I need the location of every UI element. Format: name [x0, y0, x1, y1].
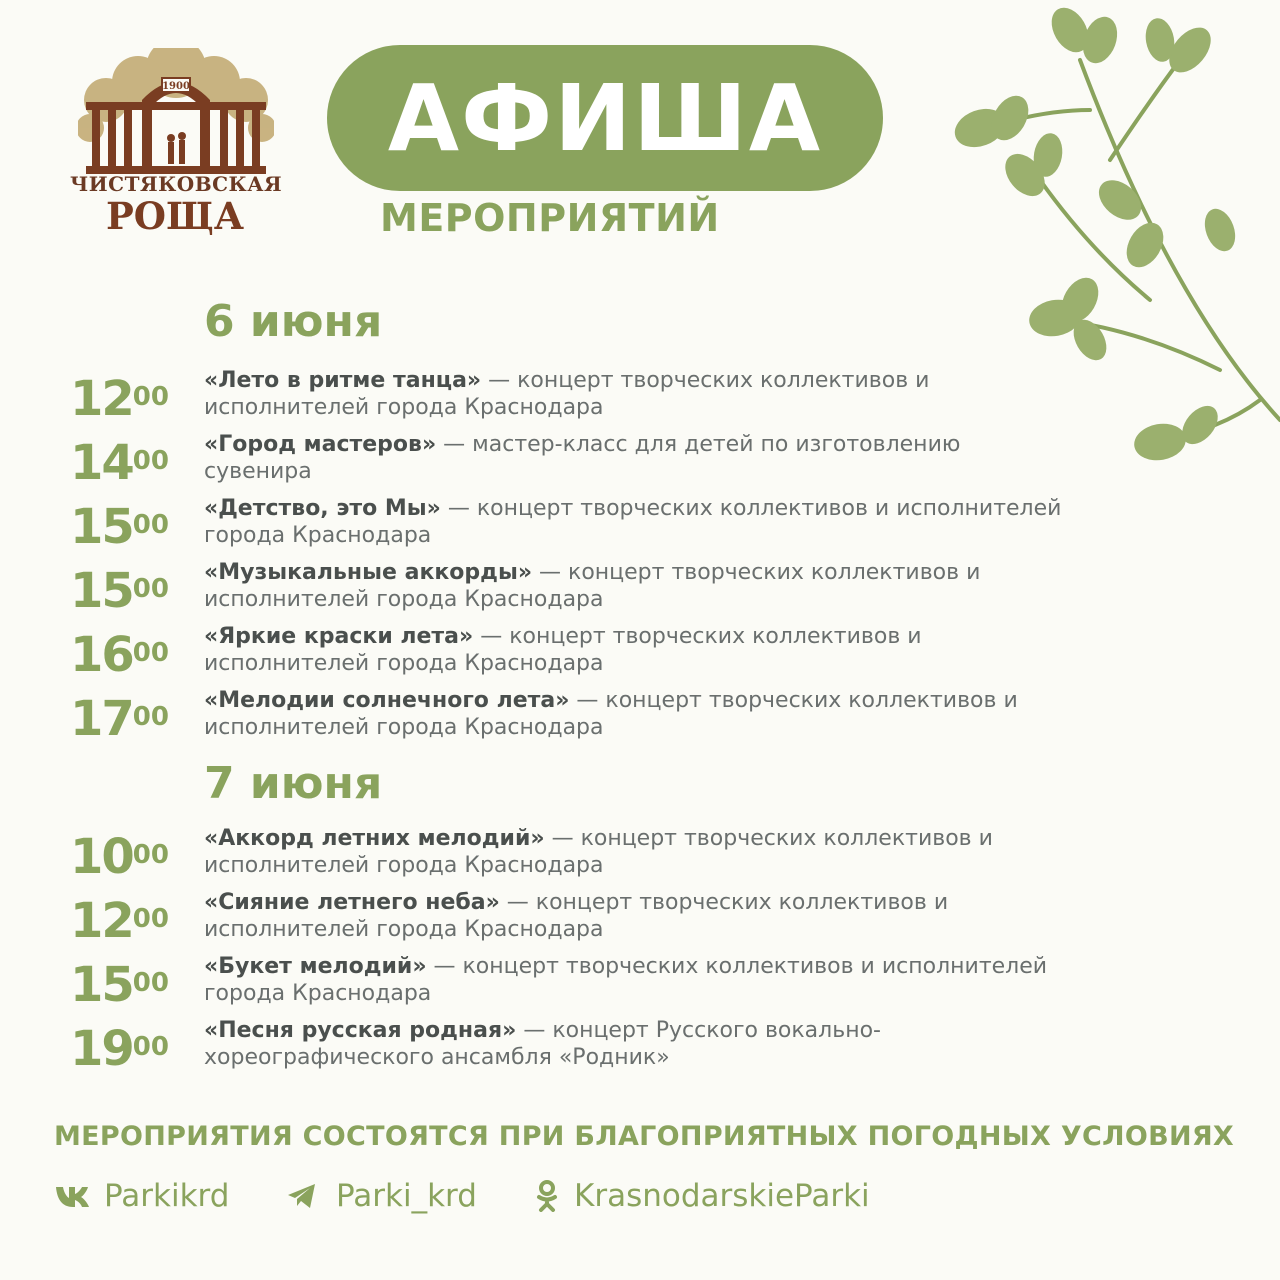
day-heading: 7 июня [204, 758, 383, 809]
event-time: $16^{00}$ [70, 627, 169, 683]
event-item [70, 560, 1130, 627]
event-title: «Букет мелодий» [204, 954, 427, 979]
social-link-telegram[interactable] [286, 1176, 477, 1216]
event-item [70, 368, 1130, 435]
page-title: АФИША [387, 64, 823, 172]
event-description: «Лето в ритме танца» — концерт творческих коллективов и исполнителей города Краснодара [204, 368, 930, 420]
event-title: «Лето в ритме танца» [204, 368, 482, 393]
event-description: «Детство, это Мы» — концерт творческих коллективов и исполнителей города Краснодара [204, 496, 1062, 548]
logo-name-line2: РОЩА [105, 194, 245, 238]
social-label: Parki_krd [336, 1178, 477, 1214]
social-label: Parkikrd [104, 1178, 230, 1214]
telegram-icon [286, 1180, 324, 1212]
event-time: $12^{00}$ [70, 893, 169, 949]
event-time: $15^{00}$ [70, 563, 169, 619]
event-time: $10^{00}$ [70, 829, 169, 885]
event-item [70, 624, 1130, 691]
page-subtitle: МЕРОПРИЯТИЙ [380, 196, 720, 240]
odnoklassniki-icon [536, 1180, 562, 1212]
event-title: «Детство, это Мы» [204, 496, 441, 521]
event-time: $15^{00}$ [70, 957, 169, 1013]
vk-icon [54, 1180, 92, 1212]
social-link-odnoklassniki[interactable] [536, 1176, 870, 1216]
event-title: «Музыкальные аккорды» [204, 560, 533, 585]
event-item [70, 1018, 1130, 1085]
social-link-vk[interactable] [54, 1176, 229, 1216]
event-description: «Сияние летнего неба» — концерт творческих коллективов и исполнителей города Краснодара [204, 890, 949, 942]
event-time: $12^{00}$ [70, 371, 169, 427]
event-description: «Песня русская родная» — концерт Русского вокально- хореографического ансамбля «Родник» [204, 1018, 881, 1070]
title-banner [327, 45, 883, 191]
event-item [70, 688, 1130, 755]
event-description: «Яркие краски лета» — концерт творческих коллективов и исполнителей города Краснодара [204, 624, 922, 676]
event-title: «Сияние летнего неба» [204, 890, 500, 915]
day-heading: 6 июня [204, 296, 383, 347]
weather-disclaimer: МЕРОПРИЯТИЯ СОСТОЯТСЯ ПРИ БЛАГОПРИЯТНЫХ ПОГОДНЫХ УСЛОВИЯХ [54, 1121, 1235, 1152]
logo-year: 1900 [162, 81, 190, 92]
event-title: «Яркие краски лета» [204, 624, 474, 649]
event-item [70, 496, 1130, 563]
event-description: «Мелодии солнечного лета» — концерт творческих коллективов и исполнителей города Краснодара [204, 688, 1018, 740]
event-time: $19^{00}$ [70, 1021, 169, 1077]
park-logo [70, 48, 283, 238]
event-title: «Город мастеров» [204, 432, 437, 457]
social-label: KrasnodarskieParki [574, 1178, 870, 1214]
event-description: «Город мастеров» — мастер-класс для детей по изготовлению сувенира [204, 432, 961, 484]
event-time: $17^{00}$ [70, 691, 169, 747]
event-title: «Аккорд летних мелодий» [204, 826, 545, 851]
event-item [70, 826, 1130, 893]
event-title: «Песня русская родная» [204, 1018, 517, 1043]
event-item [70, 890, 1130, 957]
event-item [70, 432, 1130, 499]
event-title: «Мелодии солнечного лета» [204, 688, 570, 713]
event-time: $14^{00}$ [70, 435, 169, 491]
event-description: «Букет мелодий» — концерт творческих коллективов и исполнителей города Краснодара [204, 954, 1048, 1006]
event-item [70, 954, 1130, 1021]
logo-name-line1: ЧИСТЯКОВСКАЯ [70, 172, 283, 196]
event-time: $15^{00}$ [70, 499, 169, 555]
event-description: «Аккорд летних мелодий» — концерт творческих коллективов и исполнителей города Краснодара [204, 826, 993, 878]
arch-logo-icon [78, 48, 274, 178]
event-description: «Музыкальные аккорды» — концерт творческих коллективов и исполнителей города Краснодара [204, 560, 981, 612]
